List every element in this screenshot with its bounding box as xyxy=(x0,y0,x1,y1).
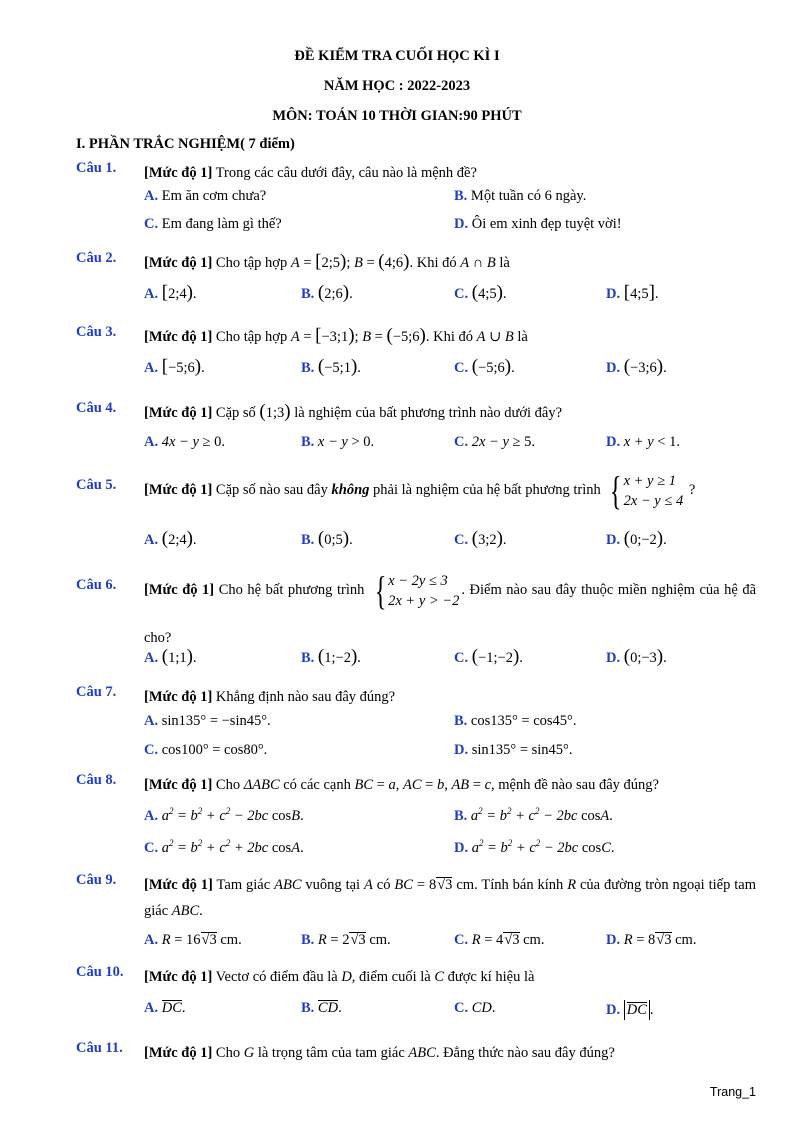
question-label: Câu 8. xyxy=(76,772,117,788)
option-a[interactable]: A. [2;4). xyxy=(144,282,197,303)
option-c[interactable]: C. cos100° = cos80°. xyxy=(144,742,268,758)
option-b[interactable]: B. $a^2 = b^2 + c^2 - 2bc$ cosA. xyxy=(454,806,613,824)
option-a[interactable]: A. sin135° = −sin45°. xyxy=(144,713,271,729)
section-heading: I. PHẦN TRẮC NGHIỆM( 7 điểm) xyxy=(76,136,295,152)
option-c[interactable]: C. (−5;6). xyxy=(454,356,515,377)
option-b[interactable]: B. x − y > 0. xyxy=(301,434,375,450)
question-text: [Mức độ 1] Tam giác ABC vuông tại A có BC = 8√3 cm. Tính bán kính R của đường tròn ngoại tiếp tam giác ABC. xyxy=(144,877,757,919)
option-c[interactable]: C. (−1;−2). xyxy=(454,646,523,667)
question-label: Câu 1. xyxy=(76,160,117,176)
option-b[interactable]: B. CD. xyxy=(301,1000,342,1016)
option-a[interactable]: A. [−5;6). xyxy=(144,356,205,377)
option-c[interactable]: C. $a^2 = b^2 + c^2 + 2bc$ cosA. xyxy=(144,838,304,856)
option-b[interactable]: B. (2;6). xyxy=(301,282,353,303)
question-text: [Mức độ 1] Khẳng định nào sau đây đúng? xyxy=(144,689,396,705)
exam-title: ĐỀ KIỂM TRA CUỐI HỌC KÌ I xyxy=(294,48,500,64)
question-text: [Mức độ 1] Cho G là trọng tâm của tam giác ABC. Đẳng thức nào sau đây đúng? xyxy=(144,1045,615,1061)
option-d[interactable]: D. sin135° = sin45°. xyxy=(454,742,573,758)
question-label: Câu 4. xyxy=(76,400,117,416)
option-d[interactable]: D. x + y < 1. xyxy=(606,434,680,450)
option-a[interactable]: A. (2;4). xyxy=(144,528,197,549)
option-c[interactable]: C. CD. xyxy=(454,1000,496,1016)
option-b[interactable]: B. (1;−2). xyxy=(301,646,361,667)
option-a[interactable]: A. R = 16√3 cm. xyxy=(144,932,242,948)
question-text: [Mức độ 1] Cho tập hợp A = [−3;1); B = (−5;6). Khi đó A ∪ B là xyxy=(144,325,528,346)
option-b[interactable]: B. (−5;1). xyxy=(301,356,361,377)
option-c[interactable]: C. 2x − y ≥ 5. xyxy=(454,434,535,450)
question-text: [Mức độ 1] Trong các câu dưới đây, câu nào là mệnh đề? xyxy=(144,165,477,181)
question-text: [Mức độ 1] Cho ΔABC có các cạnh BC = a, AC = b, AB = c, mệnh đề nào sau đây đúng? xyxy=(144,777,659,793)
option-d[interactable]: D. R = 8√3 cm. xyxy=(606,932,697,948)
question-label: Câu 2. xyxy=(76,250,117,266)
option-a[interactable]: A. (1;1). xyxy=(144,646,197,667)
question-label: Câu 7. xyxy=(76,684,117,700)
question-text: [Mức độ 1] Vectơ có điểm đầu là D, điểm cuối là C được kí hiệu là xyxy=(144,969,535,985)
option-d[interactable]: D. DC . xyxy=(606,1002,654,1018)
option-a[interactable]: A. Em ăn cơm chưa? xyxy=(144,188,267,204)
question-label: Câu 5. xyxy=(76,477,117,493)
question-text: [Mức độ 1] Cho hệ bất phương trình { x − 2y ≤ 3 2x + y > −2 . Điểm nào sau đây thuộc miền nghiệm của hệ đã cho? xyxy=(144,567,757,646)
question-label: Câu 3. xyxy=(76,324,117,340)
inequality-system: { x + y ≥ 1 2x − y ≤ 4 xyxy=(610,467,684,513)
option-d[interactable]: D. (0;−3). xyxy=(606,646,667,667)
option-b[interactable]: B. (0;5). xyxy=(301,528,353,549)
option-a[interactable]: A. $a^2 = b^2 + c^2 - 2bc$ cosB. xyxy=(144,806,304,824)
option-d[interactable]: D. Ôi em xinh đẹp tuyệt vời! xyxy=(454,216,622,232)
option-c[interactable]: C. Em đang làm gì thế? xyxy=(144,216,282,232)
question-text: [Mức độ 1] Cho tập hợp A = [2;5); B = (4;6). Khi đó A ∩ B là xyxy=(144,251,510,272)
question-label: Câu 9. xyxy=(76,872,117,888)
option-d[interactable]: D. (0;−2). xyxy=(606,528,667,549)
page-number: Trang_1 xyxy=(709,1085,756,1099)
question-label: Câu 10. xyxy=(76,964,124,980)
option-b[interactable]: B. Một tuần có 6 ngày. xyxy=(454,188,587,204)
subject-time: MÔN: TOÁN 10 THỜI GIAN:90 PHÚT xyxy=(272,108,522,124)
school-year: NĂM HỌC : 2022-2023 xyxy=(323,78,471,94)
option-a[interactable]: A. 4x − y ≥ 0. xyxy=(144,434,225,450)
question-label: Câu 6. xyxy=(76,577,117,593)
option-c[interactable]: C. (4;5). xyxy=(454,282,507,303)
option-c[interactable]: C. R = 4√3 cm. xyxy=(454,932,545,948)
option-b[interactable]: B. R = 2√3 cm. xyxy=(301,932,391,948)
question-label: Câu 11. xyxy=(76,1040,123,1056)
option-b[interactable]: B. cos135° = cos45°. xyxy=(454,713,577,729)
option-d[interactable]: D. $a^2 = b^2 + c^2 - 2bc$ cosC. xyxy=(454,838,615,856)
option-d[interactable]: D. (−3;6). xyxy=(606,356,667,377)
option-d[interactable]: D. [4;5]. xyxy=(606,282,659,303)
option-a[interactable]: A. DC. xyxy=(144,1000,186,1016)
inequality-system: { x − 2y ≤ 3 2x + y > −2 xyxy=(374,567,460,613)
question-text: [Mức độ 1] Cặp số (1;3) là nghiệm của bất phương trình nào dưới đây? xyxy=(144,401,563,422)
question-text: [Mức độ 1] Cặp số nào sau đây không phải là nghiệm của hệ bất phương trình { x + y ≥ 1 2x − y ≤ 4 ? xyxy=(144,467,696,513)
option-c[interactable]: C. (3;2). xyxy=(454,528,507,549)
